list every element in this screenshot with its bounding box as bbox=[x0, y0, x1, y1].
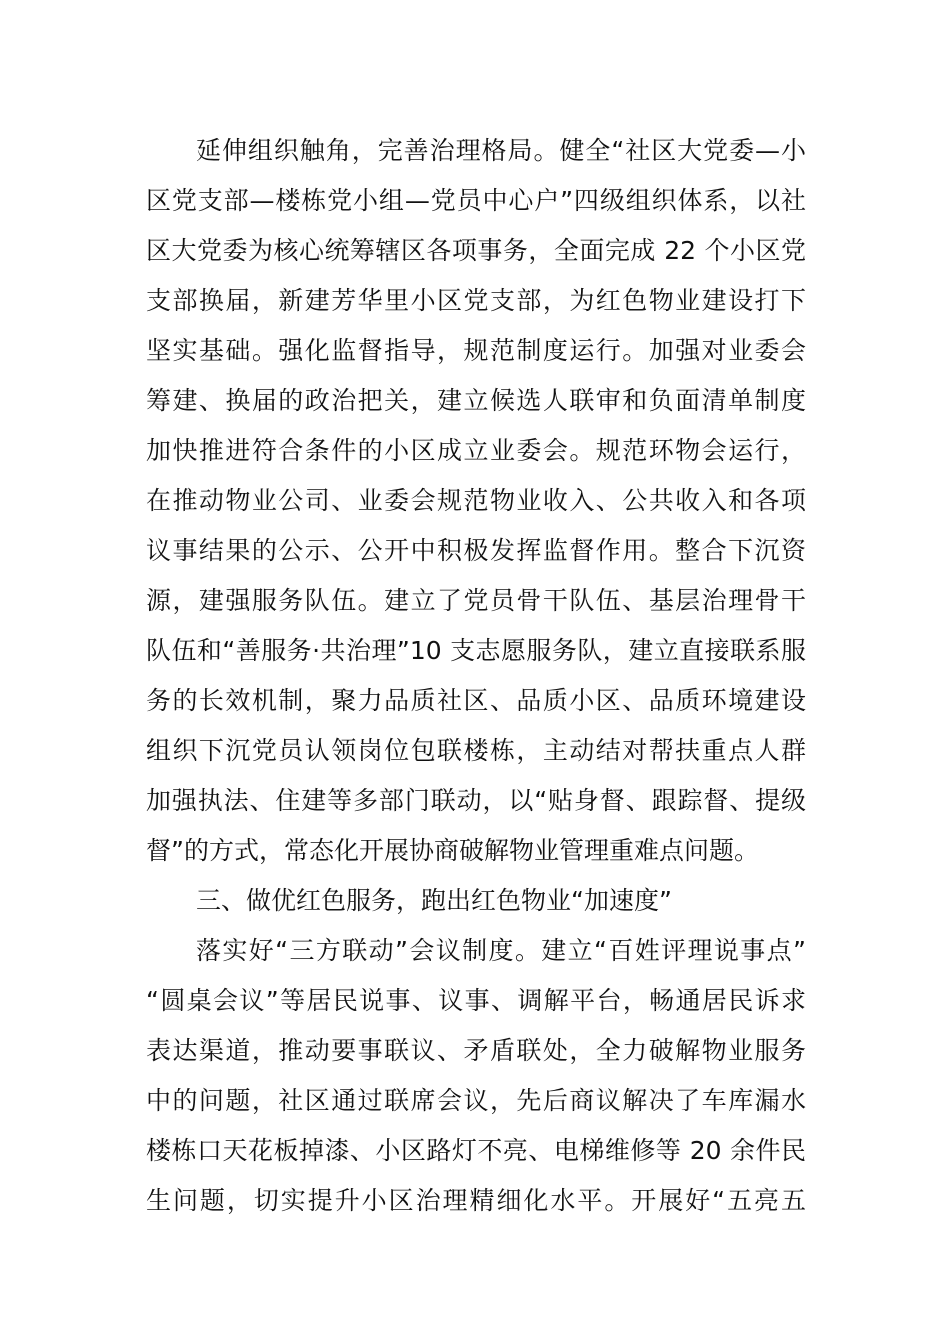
text-line: 加快推进符合条件的小区成立业委会。规范环物会运行， bbox=[146, 436, 806, 465]
section-heading bbox=[146, 876, 806, 926]
text-line: “圆桌会议”等居民说事、议事、调解平台，畅通居民诉求 bbox=[146, 986, 806, 1015]
text-line: 议事结果的公示、公开中积极发挥监督作用。整合下沉资 bbox=[146, 536, 806, 565]
text-line: 生问题，切实提升小区治理精细化水平。开展好“五亮五 bbox=[146, 1186, 806, 1215]
text-line: 组织下沉党员认领岗位包联楼栋，主动结对帮扶重点人群 bbox=[146, 736, 806, 765]
text-line: 队伍和“善服务·共治理”10 支志愿服务队，建立直接联系服 bbox=[146, 636, 806, 665]
text-line: 坚实基础。强化监督指导，规范制度运行。加强对业委会 bbox=[146, 336, 806, 365]
text-line: 源，建强服务队伍。建立了党员骨干队伍、基层治理骨干 bbox=[146, 586, 806, 615]
text-line: 区大党委为核心统筹辖区各项事务，全面完成 22 个小区党 bbox=[146, 236, 806, 265]
text-line: 中的问题，社区通过联席会议，先后商议解决了车库漏水 bbox=[146, 1086, 806, 1115]
text-line: 楼栋口天花板掉漆、小区路灯不亮、电梯维修等 20 余件民 bbox=[146, 1136, 806, 1165]
text-line: 三、做优红色服务，跑出红色物业“加速度” bbox=[196, 886, 672, 915]
paragraph bbox=[146, 926, 806, 1226]
text-line: 区党支部—楼栋党小组—党员中心户”四级组织体系，以社 bbox=[146, 186, 806, 215]
text-line: 表达渠道，推动要事联议、矛盾联处，全力破解物业服务 bbox=[146, 1036, 806, 1065]
text-line: 落实好“三方联动”会议制度。建立“百姓评理说事点” bbox=[196, 936, 806, 965]
text-line: 筹建、换届的政治把关，建立候选人联审和负面清单制度 bbox=[146, 386, 806, 415]
text-line: 务的长效机制，聚力品质社区、品质小区、品质环境建设 bbox=[146, 686, 806, 715]
document-body bbox=[146, 126, 806, 1226]
text-line: 加强执法、住建等多部门联动，以“贴身督、跟踪督、提级 bbox=[146, 786, 806, 815]
text-line: 在推动物业公司、业委会规范物业收入、公共收入和各项 bbox=[146, 486, 806, 515]
text-line: 延伸组织触角，完善治理格局。健全“社区大党委—小 bbox=[196, 136, 806, 165]
text-line: 支部换届，新建芳华里小区党支部，为红色物业建设打下 bbox=[146, 286, 806, 315]
paragraph bbox=[146, 126, 806, 876]
text-line: 督”的方式，常态化开展协商破解物业管理重难点问题。 bbox=[146, 836, 759, 865]
